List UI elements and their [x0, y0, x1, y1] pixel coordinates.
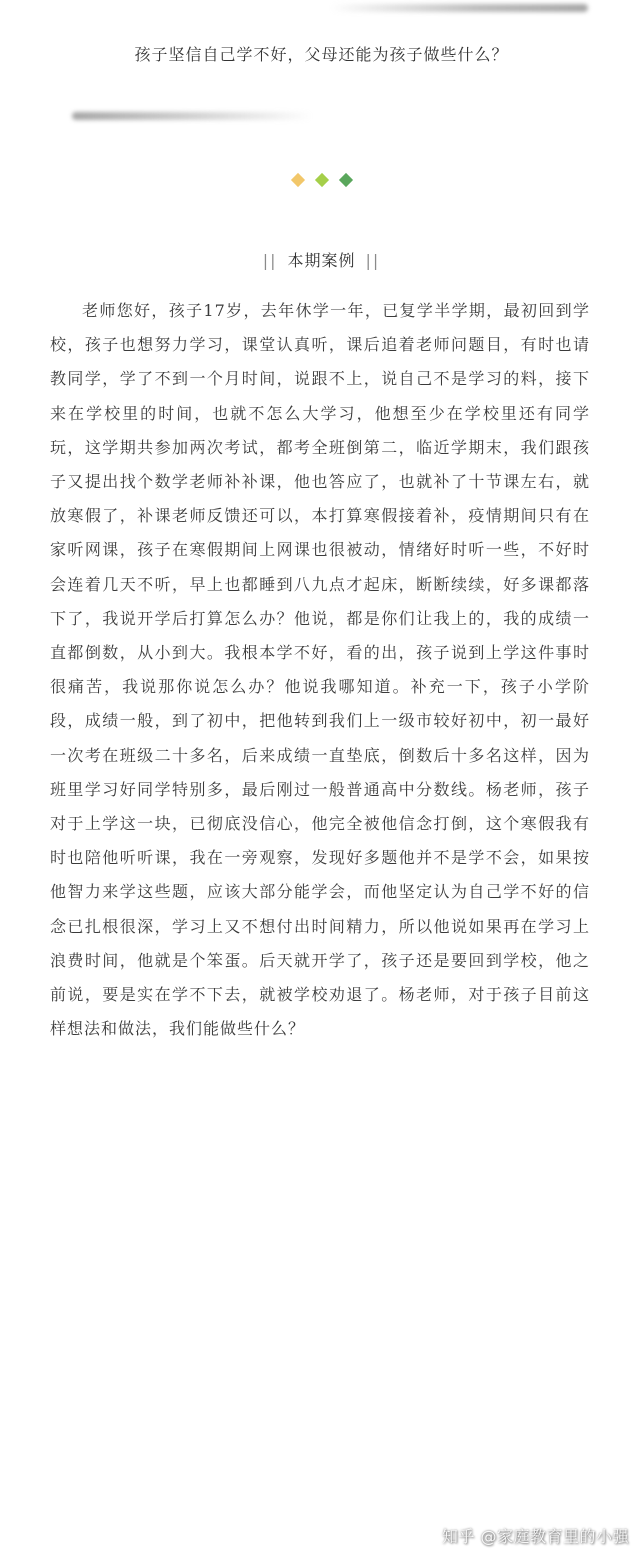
section-right-bars: || — [365, 251, 381, 270]
source-watermark: 知乎 @家庭教育里的小强 — [441, 1527, 629, 1546]
section-heading — [0, 248, 643, 271]
section-left-bars: || — [262, 251, 278, 270]
diamond-icon-lightgreen — [314, 173, 328, 187]
decorative-shadow-bottom — [72, 112, 312, 120]
diamond-icon-yellow — [290, 173, 304, 187]
case-paragraph: 老师您好，孩子17岁，去年休学一年，已复学半学期，最初回到学校，孩子也想努力学习，课堂认真听，课后追着老师问题目，有时也请教同学，学了不到一个月时间，说跟不上，说自己不是学习的料，接下来在学校里的时间，也就不怎么大学习，他想至少在学校里还有同学玩，这学期共参加两次考试，都考全班倒第二，临近学期末，我们跟孩子又提出找个数学老师补补课，他也答应了，也就补了十节课左右，就放寒假了，补课老师反馈还可以，本打算寒假接着补，疫情期间只有在家听网课，孩子在寒假期间上网课也很被动，情绪好时听一些，不好时会连着几天不听，早上也都睡到八九点才起床，断断续续，好多课都落下了，我说开学后打算怎么办？他说，都是你们让我上的，我的成绩一直都倒数，从小到大。我根本学不好，看的出，孩子说到上学这件事时很痛苦，我说那你说怎么办？他说我哪知道。补充一下，孩子小学阶段，成绩一般，到了初中，把他转到我们上一级市较好初中，初一最好一次考在班级二十多名，后来成绩一直垫底，倒数后十多名这样，因为班里学习好同学特别多，最后刚过一般普通高中分数线。杨老师，孩子对于上学这一块，已彻底没信心，他完全被他信念打倒，这个寒假我有时也陪他听听课，我在一旁观察，发现好多题他并不是学不会，如果按他智力来学这些题，应该大部分能学会，而他坚定认为自己学不好的信念已扎根很深，学习上又不想付出时间精力，所以他说如果再在学习上浪费时间，他就是个笨蛋。后天就开学了，孩子还是要回到学校，他之前说，要是实在学不下去，就被学校劝退了。杨老师，对于孩子目前这样想法和做法，我们能做些什么？ — [50, 301, 590, 1039]
diamond-ornament — [0, 170, 643, 186]
diamond-icon-green — [338, 173, 352, 187]
decorative-shadow-top — [330, 4, 588, 12]
section-title-label: 本期案例 — [287, 251, 356, 270]
article-headline: 孩子坚信自己学不好，父母还能为孩子做些什么？ — [134, 45, 509, 64]
